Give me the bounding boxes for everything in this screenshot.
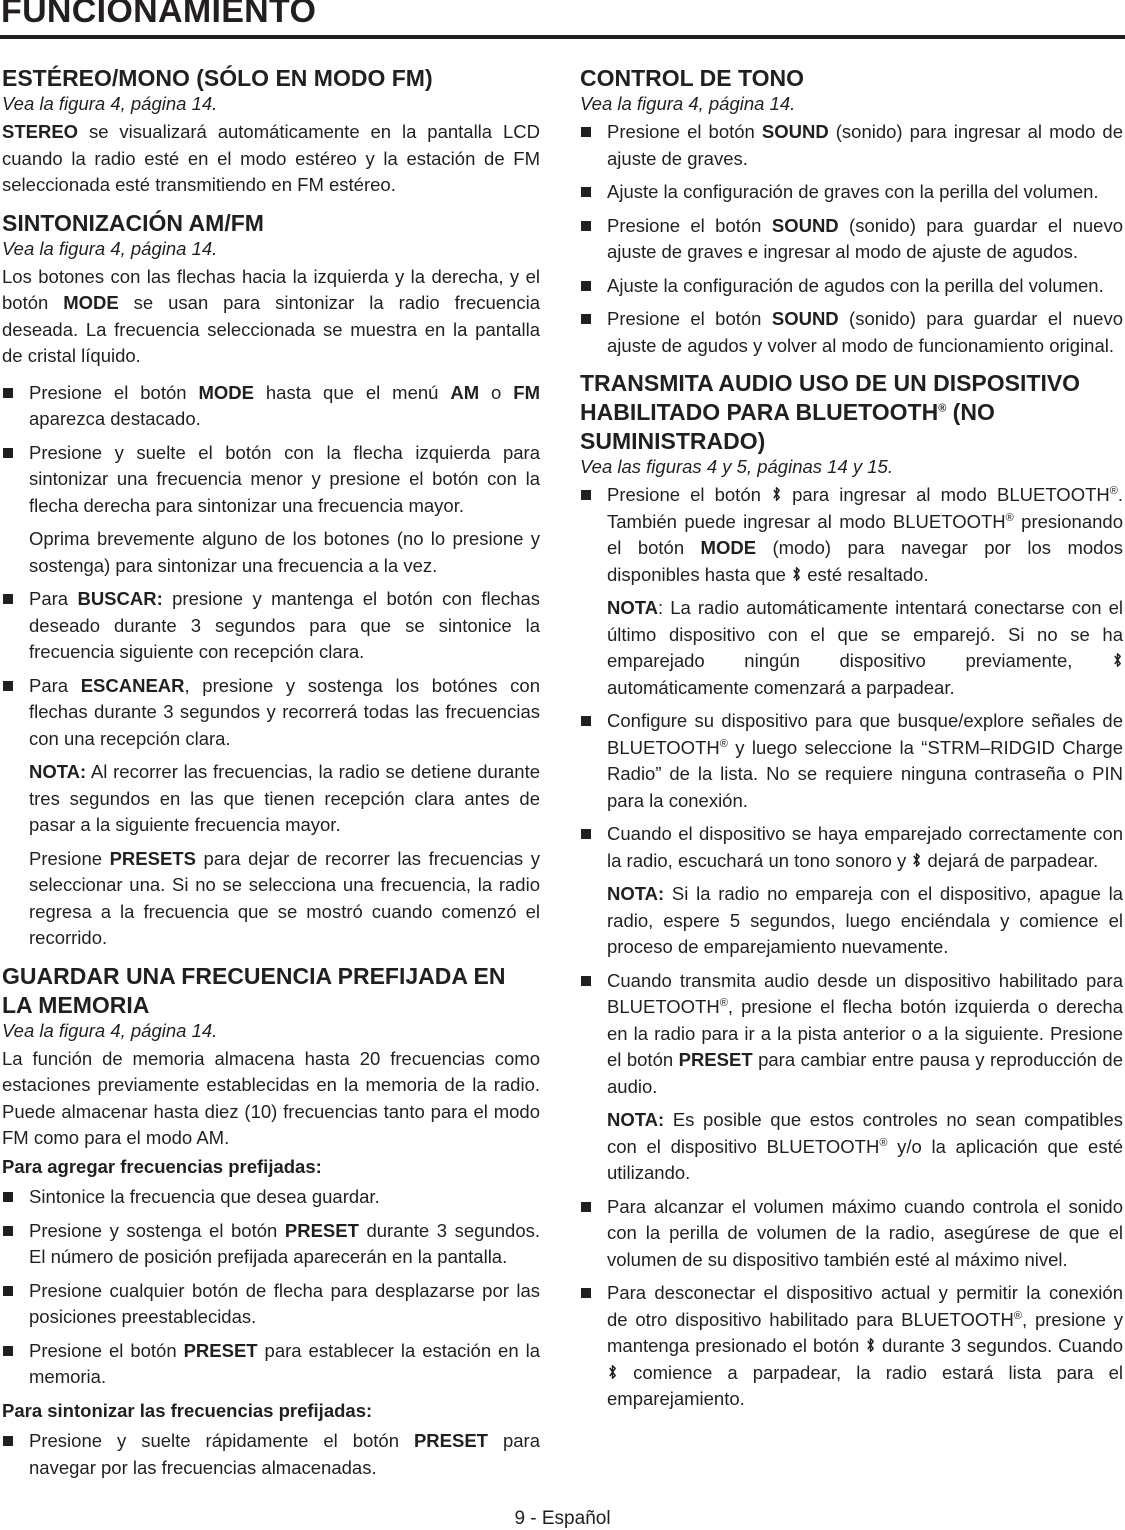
bullet-icon bbox=[581, 976, 591, 986]
bluetooth-icon bbox=[772, 485, 781, 503]
memory-ref: Vea la figura 4, página 14. bbox=[2, 1019, 218, 1041]
tuning-ref: Vea la figura 4, página 14. bbox=[2, 237, 218, 259]
list-item: Presione y suelte rápidamente el botón PRESET para navegar por las frecuencias almacenadas. bbox=[2, 1428, 540, 1481]
list-item: Cuando transmita audio desde un dispositivo habilitado para BLUETOOTH®, presione el flecha botón izquierda o derecha en la radio para ir a la pista anterior o a la siguiente. Presione el botón PRESET para cambiar entre pausa y reproducción de audio. bbox=[580, 968, 1123, 1101]
bullet-icon bbox=[581, 1288, 591, 1298]
stereo-paragraph: STEREO se visualizará automáticamente en la pantalla LCD cuando la radio esté en el modo estéreo y la estación de FM seleccionada esté transmitiendo en FM estéreo. bbox=[2, 121, 540, 195]
left-column bbox=[2, 64, 540, 1488]
bullet-icon bbox=[581, 716, 591, 726]
list-item: Sintonice la frecuencia que desea guardar. bbox=[2, 1184, 540, 1211]
bullet-icon bbox=[581, 187, 591, 197]
page-title: FUNCIONAMIENTO bbox=[1, 0, 317, 30]
list-item: Presione el botón para ingresar al modo BLUETOOTH®. También puede ingresar al modo BLUETOOTH® presionando el botón MODE (modo) para navegar por los modos disponibles hasta que esté resaltado. bbox=[580, 482, 1123, 588]
note-paragraph: NOTA: Es posible que estos controles no sean compatibles con el dispositivo BLUETOOTH® y/o la aplicación que esté utilizando. bbox=[607, 1109, 1124, 1183]
list-item: Presione el botón SOUND (sonido) para guardar el nuevo ajuste de agudos y volver al modo de funcionamiento original. bbox=[580, 306, 1123, 359]
bullet-icon bbox=[3, 1286, 13, 1296]
stereo-ref: Vea la figura 4, página 14. bbox=[2, 93, 218, 114]
note-paragraph: Presione PRESETS para dejar de recorrer las frecuencias y seleccionar una. Si no se selecciona una frecuencia, la radio regresa a la frecuencia que se mostró cuando comenzó el recorrido. bbox=[29, 847, 540, 948]
list-item: Presione cualquier botón de flecha para desplazarse por las posiciones preestablecidas. bbox=[2, 1278, 540, 1331]
bullet-icon bbox=[3, 681, 13, 691]
tuning-heading: SINTONIZACIÓN AM/FM bbox=[2, 209, 264, 236]
bluetooth-icon bbox=[1113, 651, 1122, 669]
title-rule bbox=[0, 35, 1125, 39]
subheading: Para agregar frecuencias prefijadas: bbox=[2, 1155, 322, 1177]
bullet-icon bbox=[581, 490, 591, 500]
list-item: Para ESCANEAR, presione y sostenga los botónes con flechas durante 3 segundos y recorrerá todas las frecuencias con una recepción clara. bbox=[2, 673, 540, 753]
bluetooth-icon bbox=[792, 565, 801, 583]
list-item: Presione el botón PRESET para establecer la estación en la memoria. bbox=[2, 1338, 540, 1391]
bullet-icon bbox=[3, 1192, 13, 1202]
bullet-icon bbox=[3, 448, 13, 458]
list-item: Presione el botón MODE hasta que el menú AM o FM aparezca destacado. bbox=[2, 380, 540, 433]
bullet-icon bbox=[3, 594, 13, 604]
list-item: Ajuste la configuración de graves con la perilla del volumen. bbox=[580, 179, 1123, 206]
bluetooth-icon bbox=[866, 1336, 875, 1354]
list-item: Presione y sostenga el botón PRESET durante 3 segundos. El número de posición prefijada aparecerán en la pantalla. bbox=[2, 1218, 540, 1271]
bluetooth-heading: TRANSMITA AUDIO USO DE UN DISPOSITIVO HABILITADO PARA BLUETOOTH® (NO SUMINISTRADO) bbox=[580, 370, 1081, 454]
bluetooth-icon bbox=[608, 1363, 617, 1381]
list-item: Ajuste la configuración de agudos con la perilla del volumen. bbox=[580, 273, 1123, 300]
list-item: Presione y suelte el botón con la flecha izquierda para sintonizar una frecuencia menor y presione el botón con la flecha derecha para sintonizar una frecuencia mayor. bbox=[2, 440, 540, 520]
subheading: Para sintonizar las frecuencias prefijadas: bbox=[2, 1399, 373, 1421]
note-paragraph: NOTA: La radio automáticamente intentará conectarse con el último dispositivo con el que se emparejó. Si no se ha emparejado ningún dispositivo previamente, automáticamente comenzará a parpadear. bbox=[607, 597, 1123, 698]
bullet-icon bbox=[3, 1436, 13, 1446]
bluetooth-ref: Vea las figuras 4 y 5, páginas 14 y 15. bbox=[580, 456, 893, 477]
right-column bbox=[580, 64, 1123, 1420]
note-paragraph: Oprima brevemente alguno de los botones (no lo presione y sostenga) para sintonizar una frecuencia a la vez. bbox=[29, 528, 540, 576]
bullet-icon bbox=[3, 1226, 13, 1236]
note-paragraph: NOTA: Al recorrer las frecuencias, la radio se detiene durante tres segundos en las que tienen recepción clara antes de pasar a la siguiente frecuencia mayor. bbox=[29, 761, 540, 835]
bullet-icon bbox=[581, 314, 591, 324]
bullet-icon bbox=[581, 1202, 591, 1212]
tuning-paragraph: Los botones con las flechas hacia la izquierda y la derecha, y el botón MODE se usan para sintonizar la radio frecuencia deseada. La frecuencia seleccionada se muestra en la pantalla de cristal líquido. bbox=[2, 265, 540, 366]
tone-heading: CONTROL DE TONO bbox=[580, 65, 805, 91]
list-item: Para alcanzar el volumen máximo cuando controla el sonido con la perilla de volumen de la radio, asegúrese de que el volumen de su dispositivo también esté al máximo nivel. bbox=[580, 1194, 1123, 1274]
bluetooth-icon bbox=[912, 851, 921, 869]
list-item: Cuando el dispositivo se haya emparejado correctamente con la radio, escuchará un tono sonoro y dejará de parpadear. bbox=[580, 821, 1123, 874]
page-footer: 9 - Español bbox=[514, 1508, 611, 1529]
list-item: Para BUSCAR: presione y mantenga el botón con flechas deseado durante 3 segundos para que se sintonice la frecuencia siguiente con recepción clara. bbox=[2, 586, 540, 666]
bullet-icon bbox=[581, 221, 591, 231]
bullet-icon bbox=[3, 388, 13, 398]
tone-ref: Vea la figura 4, página 14. bbox=[580, 93, 796, 114]
memory-paragraph: La función de memoria almacena hasta 20 frecuencias como estaciones previamente establecidas en la memoria de la radio. Puede almacenar hasta diez (10) frecuencias tanto para el modo FM como para el modo AM. bbox=[2, 1047, 540, 1148]
list-item: Para desconectar el dispositivo actual y permitir la conexión de otro dispositivo habilitado para BLUETOOTH®, presione y mantenga presionado el botón durante 3 segundos. Cuando comience a parpadear, la radio estará lista para el emparejamiento. bbox=[580, 1280, 1123, 1413]
bullet-icon bbox=[581, 127, 591, 137]
bullet-icon bbox=[581, 829, 591, 839]
bullet-icon bbox=[3, 1346, 13, 1356]
memory-heading: GUARDAR UNA FRECUENCIA PREFIJADA EN LA MEMORIA bbox=[2, 962, 506, 1018]
note-paragraph: NOTA: Si la radio no empareja con el dispositivo, apague la radio, espere 5 segundos, luego enciéndala y comience el proceso de emparejamiento nuevamente. bbox=[607, 883, 1123, 957]
list-item: Configure su dispositivo para que busque/explore señales de BLUETOOTH® y luego seleccione la “STRM–RIDGID Charge Radio” de la lista. No se requiere ninguna contraseña o PIN para la conexión. bbox=[580, 708, 1123, 814]
bullet-icon bbox=[581, 281, 591, 291]
stereo-heading: ESTÉREO/MONO (SÓLO EN MODO FM) bbox=[2, 65, 433, 91]
list-item: Presione el botón SOUND (sonido) para guardar el nuevo ajuste de graves e ingresar al modo de ajuste de agudos. bbox=[580, 213, 1123, 266]
list-item: Presione el botón SOUND (sonido) para ingresar al modo de ajuste de graves. bbox=[580, 119, 1123, 172]
